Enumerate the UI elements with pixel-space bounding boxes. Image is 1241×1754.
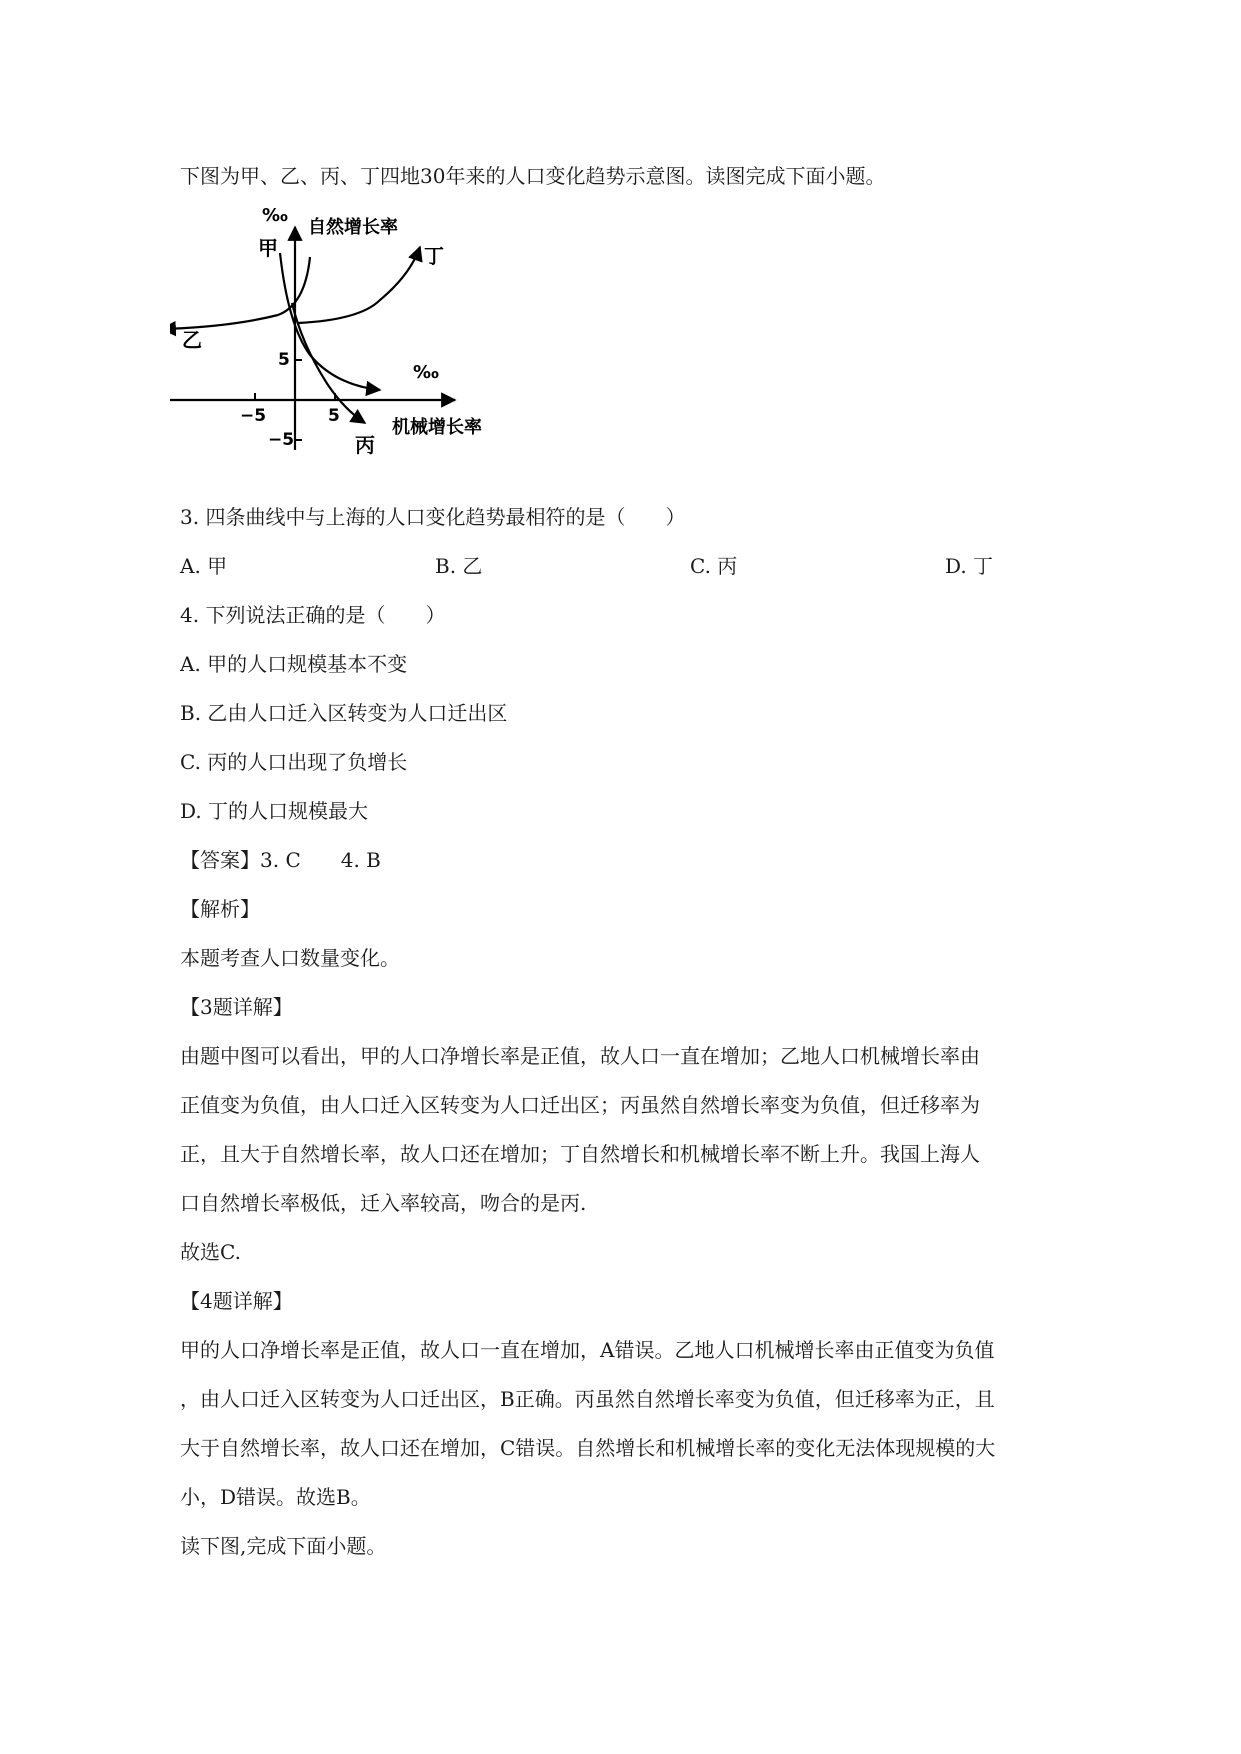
answer-line: 【答案】3. C 4. B [180,848,381,872]
detail4-line: 小，D错误。故选B。 [180,1485,371,1509]
q4-option-c[interactable]: C. 丙的人口出现了负增长 [180,750,408,774]
x-axis-label: 机械增长率 [392,417,482,438]
q3-option-c[interactable]: C. 丙 [690,554,738,578]
q4-option-a[interactable]: A. 甲的人口规模基本不变 [180,652,408,676]
detail4-header: 【4题详解】 [180,1289,293,1313]
q3-option-b[interactable]: B. 乙 [435,554,483,578]
q3-option-d[interactable]: D. 丁 [945,554,994,578]
q3-option-a[interactable]: A. 甲 [180,554,228,578]
analysis-intro: 本题考查人口数量变化。 [180,946,400,970]
tick-x-pos: 5 [328,406,340,426]
tick-y-pos: 5 [278,350,290,370]
detail3-line: 故选C. [180,1240,241,1264]
label-jia: 甲 [258,236,278,260]
curve-ding [298,247,420,323]
analysis-header: 【解析】 [180,897,260,921]
q4-stem: 4. 下列说法正确的是（ ） [180,603,446,627]
tick-y-neg: −5 [268,430,295,450]
x-unit: ‰ [413,362,439,383]
label-ding: 丁 [424,244,444,268]
population-trend-figure [170,205,550,465]
label-yi: 乙 [182,328,202,352]
detail3-line: 正，且大于自然增长率，故人口还在增加；丁自然增长和机械增长率不断上升。我国上海人 [180,1142,980,1166]
detail3-line: 由题中图可以看出，甲的人口净增长率是正值，故人口一直在增加；乙地人口机械增长率由 [180,1044,980,1068]
detail4-line: ，由人口迁入区转变为人口迁出区，B正确。丙虽然自然增长率变为负值，但迁移率为正，且 [180,1387,995,1411]
label-bing: 丙 [355,433,375,457]
intro-text: 下图为甲、乙、丙、丁四地30年来的人口变化趋势示意图。读图完成下面小题。 [180,164,886,188]
footer-text: 读下图,完成下面小题。 [180,1534,387,1558]
q3-stem: 3. 四条曲线中与上海的人口变化趋势最相符的是（ ） [180,505,686,529]
curve-yi [170,257,310,329]
detail4-line: 甲的人口净增长率是正值，故人口一直在增加，A错误。乙地人口机械增长率由正值变为负值 [180,1338,995,1362]
q4-option-d[interactable]: D. 丁的人口规模最大 [180,799,369,823]
detail3-line: 口自然增长率极低，迁入率较高，吻合的是丙. [180,1191,587,1215]
y-unit: ‰ [262,205,288,226]
detail4-line: 大于自然增长率，故人口还在增加，C错误。自然增长和机械增长率的变化无法体现规模的大 [180,1436,996,1460]
q4-option-b[interactable]: B. 乙由人口迁入区转变为人口迁出区 [180,701,508,725]
y-axis-label: 自然增长率 [308,217,398,238]
tick-x-neg: −5 [240,406,267,426]
detail3-line: 正值变为负值，由人口迁入区转变为人口迁出区；丙虽然自然增长率变为负值，但迁移率为 [180,1093,980,1117]
detail3-header: 【3题详解】 [180,995,293,1019]
